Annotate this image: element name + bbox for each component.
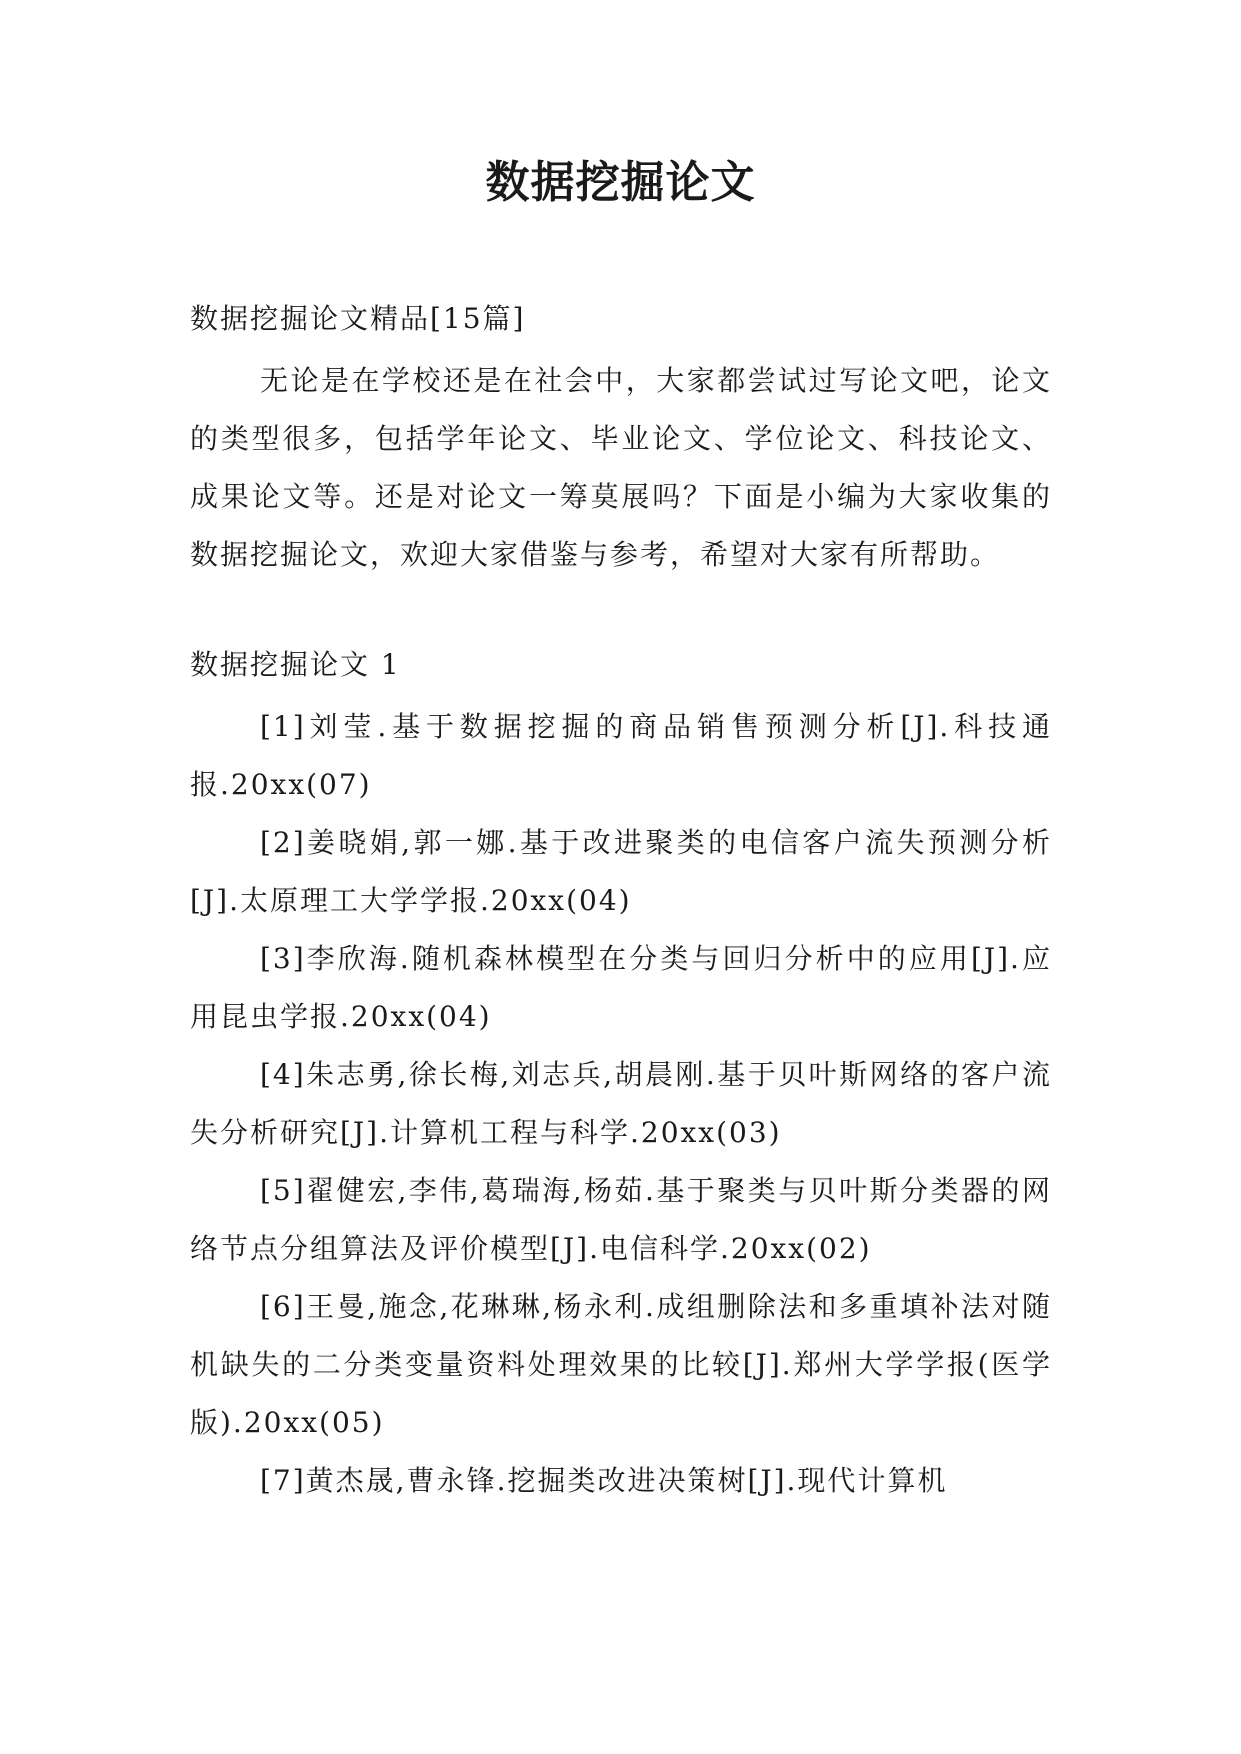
reference-item: [5]翟健宏,李伟,葛瑞海,杨茹.基于聚类与贝叶斯分类器的网络节点分组算法及评价模型[J].电信科学.20xx(02) [190, 1174, 1052, 1265]
document-body [190, 290, 1052, 1510]
reference-item: [6]王曼,施念,花琳琳,杨永利.成组删除法和多重填补法对随机缺失的二分类变量资料处理效果的比较[J].郑州大学学报(医学版).20xx(05) [190, 1290, 1052, 1439]
document-title: 数据挖掘论文 [485, 157, 756, 208]
reference-item: [4]朱志勇,徐长梅,刘志兵,胡晨刚.基于贝叶斯网络的客户流失分析研究[J].计算机工程与科学.20xx(03) [190, 1058, 1052, 1149]
reference-item: [1]刘莹.基于数据挖掘的商品销售预测分析[J].科技通报.20xx(07) [190, 710, 1052, 801]
reference-item: [7]黄杰晟,曹永锋.挖掘类改进决策树[J].现代计算机 [260, 1464, 948, 1497]
reference-list [190, 698, 1052, 1510]
reference-item: [2]姜晓娟,郭一娜.基于改进聚类的电信客户流失预测分析[J].太原理工大学学报.20xx(04) [190, 826, 1052, 917]
reference-item: [3]李欣海.随机森林模型在分类与回归分析中的应用[J].应用昆虫学报.20xx(04) [190, 942, 1052, 1033]
document-subtitle: 数据挖掘论文精品[15篇] [190, 302, 526, 335]
intro-paragraph: 无论是在学校还是在社会中，大家都尝试过写论文吧，论文的类型很多，包括学年论文、毕业论文、学位论文、科技论文、成果论文等。还是对论文一筹莫展吗？下面是小编为大家收集的数据挖掘论文，欢迎大家借鉴与参考，希望对大家有所帮助。 [190, 364, 1052, 571]
section-heading: 数据挖掘论文 1 [190, 648, 401, 681]
